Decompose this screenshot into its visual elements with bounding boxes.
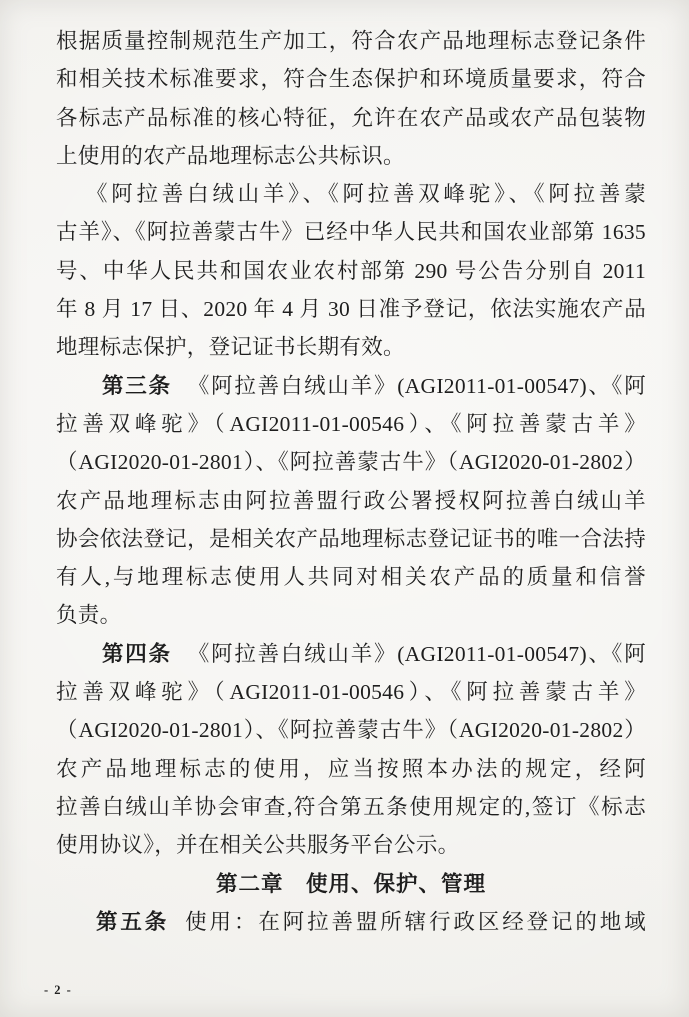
article-3-label: 第三条 [102, 373, 172, 398]
text-line: （AGI2020-01-2801）、《阿拉善蒙古牛》（AGI2020-01-2802） [56, 450, 646, 475]
text-line: 各标志产品标准的核心特征，允许在农产品或农产品包装物 [56, 105, 646, 130]
article-5-first-line-text: 使用：在阿拉善盟所辖行政区经登记的地域 [185, 909, 646, 934]
page-number: - 2 - [44, 983, 73, 997]
text-line: 协会依法登记，是相关农产品地理标志登记证书的唯一合法持 [56, 526, 646, 551]
article-3-first-line [56, 367, 646, 405]
article-5-label: 第五条 [96, 909, 170, 934]
text-line: 拉善白绒山羊协会审查,符合第五条使用规定的,签订《标志 [56, 794, 646, 819]
article-4-label: 第四条 [102, 641, 172, 666]
text-line: 农产品地理标志由阿拉善盟行政公署授权阿拉善白绒山羊 [56, 488, 646, 513]
text-line: 地理标志保护，登记证书长期有效。 [56, 335, 405, 360]
text-line: 《阿拉善白绒山羊》、《阿拉善双峰驼》、《阿拉善蒙 [86, 182, 646, 207]
text-line: 负责。 [56, 603, 122, 628]
text-line: 和相关技术标准要求，符合生态保护和环境质量要求，符合 [56, 67, 646, 92]
text-line: （AGI2020-01-2801）、《阿拉善蒙古牛》（AGI2020-01-2802） [56, 718, 646, 743]
text-line: 根据质量控制规范生产加工，符合农产品地理标志登记条件 [56, 29, 646, 53]
text-line: 年 8 月 17 日、2020 年 4 月 30 日准予登记，依法实施农产品 [56, 297, 646, 322]
document-text-block [56, 22, 646, 941]
article-4-first-line [56, 635, 646, 673]
text-line: 号、中华人民共和国农业农村部第 290 号公告分别自 2011 [56, 258, 646, 283]
text-line: 古羊》、《阿拉善蒙古牛》已经中华人民共和国农业部第 1635 [56, 220, 646, 245]
text-line: 上使用的农产品地理标志公共标识。 [56, 143, 405, 168]
text-line: 拉善双峰驼》（AGI2011-01-00546）、《阿拉善蒙古羊》 [56, 680, 646, 705]
text-line: 有人,与地理标志使用人共同对相关农产品的质量和信誉 [56, 565, 646, 590]
chapter-heading: 第二章 使用、保护、管理 [215, 871, 486, 896]
article-4-first-line-text: 《阿拉善白绒山羊》(AGI2011-01-00547)、《阿 [187, 641, 646, 666]
article-5-first-line [56, 903, 646, 941]
text-line: 农产品地理标志的使用，应当按照本办法的规定，经阿 [56, 756, 646, 781]
text-line: 使用协议》，并在相关公共服务平台公示。 [56, 833, 460, 858]
text-line: 拉善双峰驼》（AGI2011-01-00546）、《阿拉善蒙古羊》 [56, 411, 646, 436]
article-3-first-line-text: 《阿拉善白绒山羊》(AGI2011-01-00547)、《阿 [187, 373, 646, 398]
